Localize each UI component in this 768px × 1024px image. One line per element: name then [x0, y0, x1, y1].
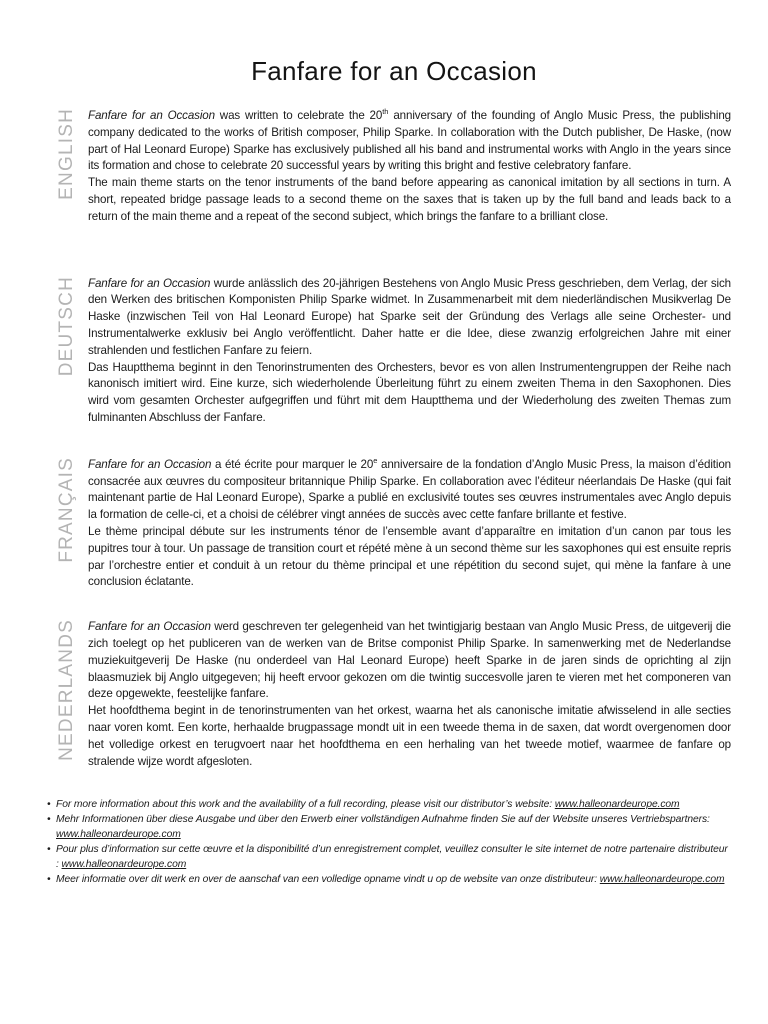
footer-note-sentence: For more information about this work and the availability of a full recording, please visit our distributor’s website: [56, 799, 555, 811]
note-text: werd geschreven ter gelegenheid van het twintigjarig bestaan van Anglo Music Press, de uitgeverij die zich toelegt op het publiceren van de werken van de Britse componist Philip Sparke. In samenwerking met de Nederlandse muziekuitgeverij De Haske (nu onderdeel van Hal Leonard Europe) heeft Sparke in de jaren sinds de oprichting al zijn blaasmuziek bij Anglo uitgegeven; hij heeft ervoor gekozen om die twintig succesvolle jaren te vieren met het componeren van deze opgewekte, feestelijke fanfare. [88, 620, 731, 701]
section-francais [57, 457, 731, 591]
program-note-english [88, 108, 731, 226]
footer-note-text [56, 842, 731, 872]
footer-note-sentence: Meer informatie over dit werk en over de aanschaf van een volledige opname vindt u op de website van onze distributeur: [56, 874, 600, 886]
note-text: wurde anlässlich des 20-jährigen Bestehens von Anglo Music Press geschrieben, dem Verlag, der sich den Werken des britischen Komponisten Philip Sparke widmet. In Zusammenarbeit mit dem niederländischen Musikverlag De Haske (inzwischen Teil von Hal Leonard Europe) hat Sparke seit der Gründung des Verlags alle seine Orchester- und Instrumentalwerke exklusiv bei Anglo veröffentlicht. Daher hatte er die Idee, diese zwanzig erfolgreichen Jahre mit einer strahlenden und festlichen Fanfare zu feiern. [88, 276, 731, 357]
language-label-english: ENGLISH [56, 108, 77, 200]
page-title: Fanfare for an Occasion [251, 56, 537, 86]
note-text: a été écrite pour marquer le 20 [211, 457, 374, 471]
bullet-marker: • [47, 874, 51, 886]
work-title-italic: Fanfare for an Occasion [88, 620, 211, 634]
work-title-italic: Fanfare for an Occasion [88, 109, 215, 122]
program-note-paragraph-2: The main theme starts on the tenor instruments of the band before appearing as canonical imitation by all sections in turn. A short, repeated bridge passage leads to a second theme on the saxes that is taken up by the full band and leads back to a return of the main theme and a repeat of the second subject, which brings the fanfare to a brilliant close. [88, 176, 731, 223]
note-text: anniversary of the founding of Anglo Music Press, the publishing company dedicated to the works of British composer, Philip Sparke. In collaboration with the Dutch publisher, De Haske, (now part of Hal Leonard Europe) Sparke has exclusively published all his band and instrumental works with Anglo in the years since its formation and chose to celebrate 20 successful years by writing this bright and festive celebratory fanfare. [88, 109, 731, 173]
footer-note-item-francais [47, 842, 731, 872]
note-text: was written to celebrate the 20 [214, 109, 383, 122]
footer-note-item-deutsch [47, 812, 731, 842]
note-text: anniversaire de la fondation d’Anglo Music Press, la maison d’édition consacrée aux œuvres du compositeur britannique Philip Sparke. En collaboration avec l’éditeur néerlandais De Haske (qui fait maintenant partie de Hal Leonard Europe), Sparke a publié en exclusivité toutes ses œuvres instrumentales avec Anglo depuis la formation de celle-ci, et a choisi de célébrer vingt années de succès avec cette fanfare brillante et festive. [88, 457, 731, 522]
language-label-column [57, 457, 88, 591]
language-label-column [57, 276, 88, 427]
language-label-column [57, 108, 88, 226]
program-note-paragraph-2: Het hoofdthema begint in de tenorinstrumenten van het orkest, waarna het als canonische imitatie afwisselend in alle secties naar voren komt. Een korte, herhaalde brugpassage mondt uit in een tweede thema in de saxen, dat wordt overgenomen door het volledige orkest en terugvoert naar het hoofdthema en een herhaling van het tweede motief, waarmee de fanfare op stralende wijze wordt afgesloten. [88, 704, 731, 768]
footer-note-item-nederlands [47, 872, 731, 887]
footer-note-text [56, 797, 731, 812]
language-label-nederlands: NEDERLANDS [56, 619, 77, 761]
section-english [57, 108, 731, 226]
program-note-paragraph-2: Das Hauptthema beginnt in den Tenorinstrumenten des Orchesters, bevor es von allen Instrumentengruppen der Reihe nach kanonisch imitiert wird. Eine kurze, sich wiederholende Überleitung führt zu einem zweiten Thema in den Saxophonen. Dies wird vom gesamten Orchester aufgegriffen und führt mit dem Hauptthema und der Wiederholung des zweiten Themas zum fulminanten Abschluss der Fanfare. [88, 360, 731, 424]
distributor-website-link[interactable]: www.halleonardeurope.com [599, 874, 725, 886]
bullet-marker: • [47, 814, 51, 826]
footer-note-text [56, 872, 731, 887]
program-note-paragraph-1 [88, 276, 731, 360]
footer-note-text [56, 812, 731, 842]
language-label-francais: FRANÇAIS [56, 456, 77, 563]
work-title-italic: Fanfare for an Occasion [88, 276, 211, 290]
footer-note-sentence: Mehr Informationen über diese Ausgabe und über den Erwerb einer vollständigen Aufnahme finden Sie auf der Website unseres Vertriebspartners: [56, 814, 710, 826]
ordinal-superscript: e [373, 455, 378, 465]
distributor-website-link[interactable]: www.halleonardeurope.com [61, 859, 187, 871]
work-title-italic: Fanfare for an Occasion [88, 457, 212, 471]
distributor-website-link[interactable]: www.halleonardeurope.com [554, 799, 680, 811]
program-note-paragraph-1 [88, 619, 731, 703]
program-note-francais [88, 457, 731, 591]
program-note-paragraph-1 [88, 457, 731, 524]
footer-note-sentence: Pour plus d’information sur cette œuvre et la disponibilité d’un enregistrement complet, veuillez consulter le site internet de notre partenaire distributeur : [56, 844, 728, 871]
section-deutsch [57, 276, 731, 427]
bullet-marker: • [47, 844, 51, 856]
program-note-nederlands [88, 619, 731, 770]
bullet-marker: • [47, 799, 51, 811]
section-nederlands [57, 619, 731, 770]
footer-note-item-english [47, 797, 731, 812]
program-note-deutsch [88, 276, 731, 427]
footer-notes [47, 797, 731, 887]
language-label-column [57, 619, 88, 770]
program-note-paragraph-1 [88, 108, 731, 175]
program-note-paragraph-2: Le thème principal débute sur les instruments ténor de l’ensemble avant d’apparaître en imitation d’un canon par tous les pupitres tour à tour. Un passage de transition court et répété mène à un second thème sur les saxophones qui est ensuite repris par l’orchestre entier et conduit à un retour du thème principal et une répétition du second sujet, qui mène la fanfare à une conclusion éclatante. [88, 524, 731, 589]
distributor-website-link[interactable]: www.halleonardeurope.com [56, 829, 181, 841]
language-label-deutsch: DEUTSCH [56, 275, 77, 376]
ordinal-superscript: th [382, 107, 389, 117]
